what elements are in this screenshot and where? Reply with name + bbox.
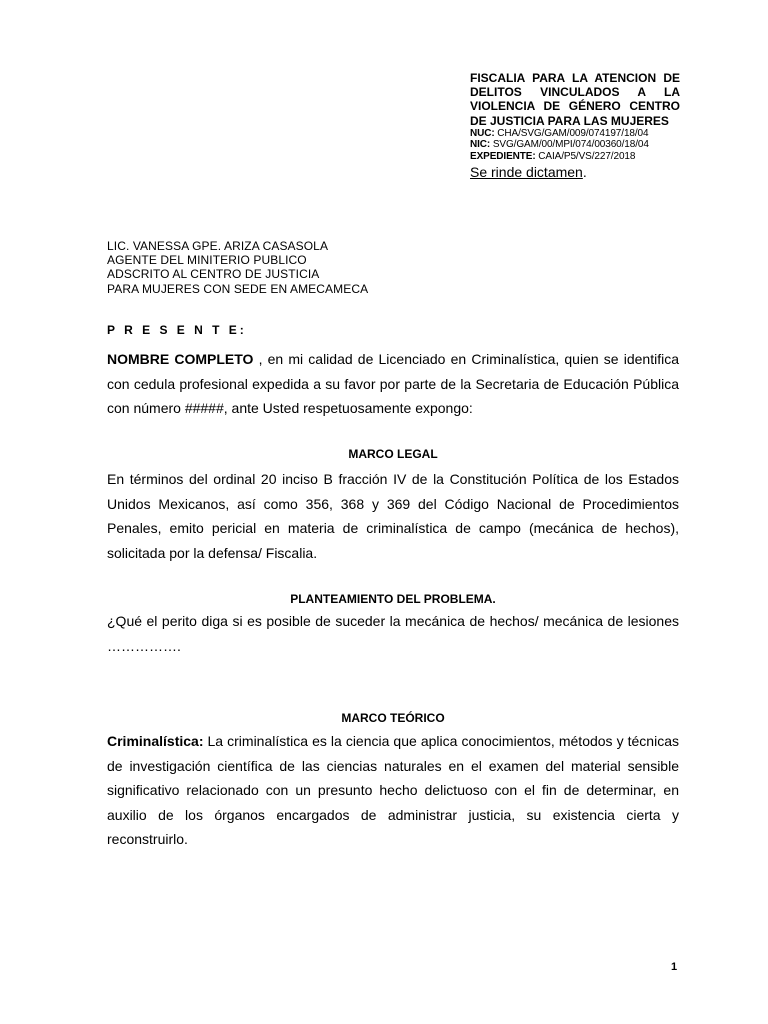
case-header [470,71,680,181]
nuc-line [470,128,680,140]
addressee-block [107,239,368,296]
intro-text: , en mi calidad de Licenciado en Criminalística, quien se identifica con cedula profesional expedida a su favor por parte de la Secretaria de Educación Pública con número #####, ante Usted respetuosamente expongo: [107,351,679,416]
marco-legal-paragraph: En términos del ordinal 20 inciso B fracción IV de la Constitución Política de los Estados Unidos Mexicanos, así como 356, 368 y 369 del Código Nacional de Procedimientos Penales, emito pericial en materia de criminalística de campo (mecánica de hechos), solicitada por la defensa/ Fiscalia. [107,471,679,561]
nic-value: SVG/GAM/00/MPI/074/00360/18/04 [492,139,649,151]
subject-line [470,164,680,181]
intro-paragraph [107,347,679,421]
addressee-name: LIC. VANESSA GPE. ARIZA CASASOLA [107,239,329,253]
author-name: NOMBRE COMPLETO [107,351,254,367]
addressee-assignment: ADSCRITO AL CENTRO DE JUSTICIA [107,267,320,282]
nic-label: NIC: [470,139,491,151]
addressee-position: AGENTE DEL MINITERIO PUBLICO [107,253,307,268]
marco-teorico-paragraph [107,729,679,852]
nuc-value: CHA/SVG/GAM/009/074197/18/04 [497,127,649,139]
salutation: P R E S E N T E: [107,323,247,337]
criminalistica-definition: La criminalística es la ciencia que aplica conocimientos, métodos y técnicas de investigación científica de las ciencias naturales en el examen del material sensible significativo relacionado con un presunto hecho delictuoso con el fin de determinar, en auxilio de los órganos encargados de administrar justicia, su existencia cierta y reconstruirlo. [107,733,679,847]
page-number: 1 [671,961,678,973]
nic-line [470,139,680,151]
marco-legal-heading: MARCO LEGAL [348,447,438,461]
subject-end: . [582,164,587,181]
criminalistica-term: Criminalística: [107,733,204,749]
nuc-label: NUC: [470,127,495,139]
expediente-label: EXPEDIENTE: [470,150,536,162]
planteamiento-heading: PLANTEAMIENTO DEL PROBLEMA. [290,592,496,606]
marco-teorico-heading: MARCO TEÓRICO [341,711,445,725]
subject-text: Se rinde dictamen [470,164,583,181]
expediente-line [470,151,680,163]
addressee-location: PARA MUJERES CON SEDE EN AMECAMECA [107,281,369,296]
planteamiento-paragraph: ¿Qué el perito diga si es posible de suceder la mecánica de hechos/ mecánica de lesiones ……………. [107,613,679,654]
expediente-value: CAIA/P5/VS/227/2018 [538,150,636,162]
case-header-title: FISCALIA PARA LA ATENCION DE DELITOS VINCULADOS A LA VIOLENCIA DE GÉNERO CENTRO DE JUSTICIA PARA LAS MUJERES [470,71,680,128]
